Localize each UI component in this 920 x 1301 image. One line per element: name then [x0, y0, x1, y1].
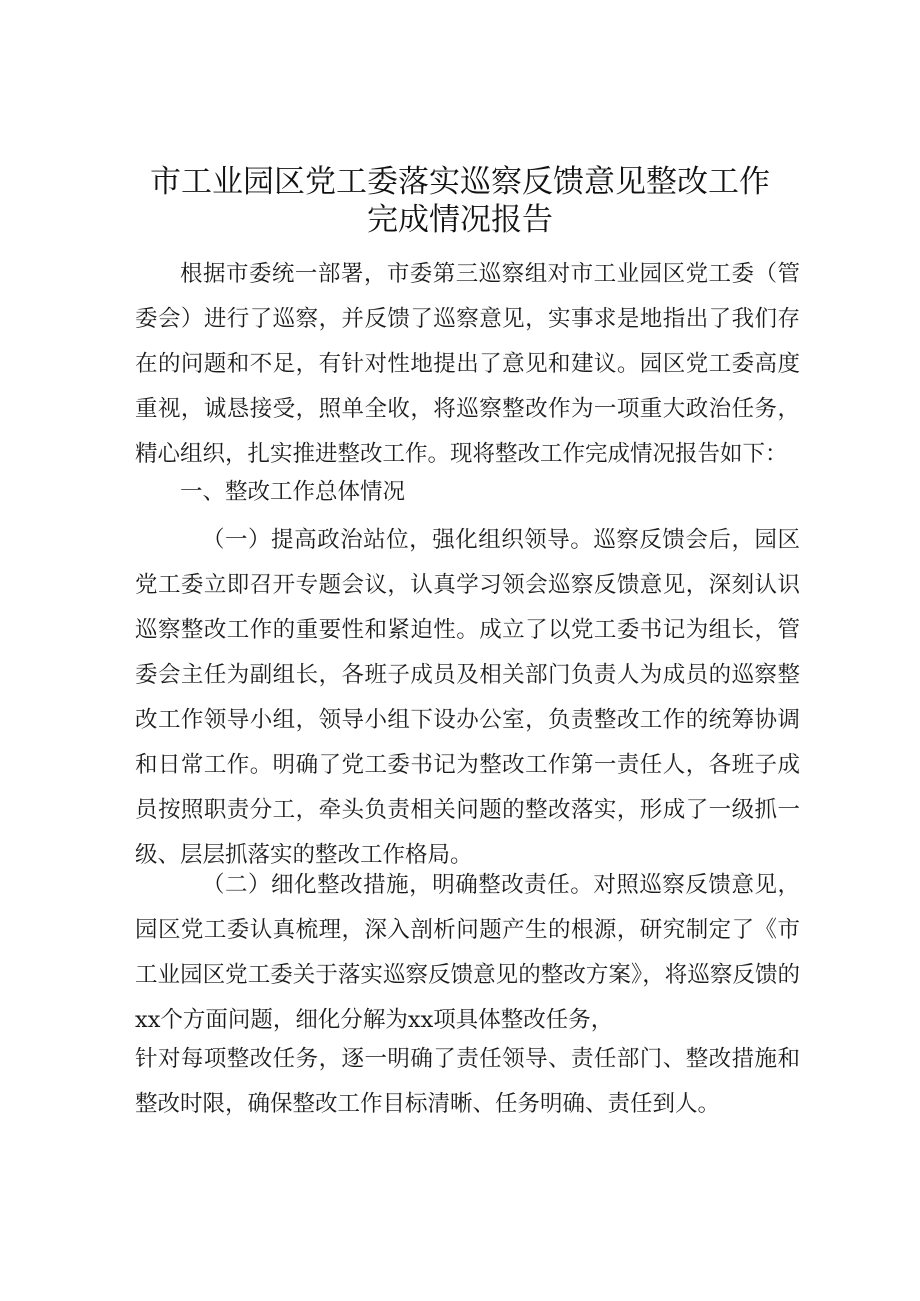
item-2-paragraph: （二）细化整改措施，明确整改责任。对照巡察反馈意见，园区党工委认真梳理，深入剖析问题产生的根源，研究制定了《市工业园区党工委关于落实巡察反馈意见的整改方案》，将巡察反馈的xx个方面问题，细化分解为xx项具体整改任务，: [135, 872, 800, 1033]
intro-paragraph: 根据市委统一部署，市委第三巡察组对市工业园区党工委（管委会）进行了巡察，并反馈了巡察意见，实事求是地指出了我们存在的问题和不足，有针对性地提出了意见和建议。园区党工委高度重视，诚恳接受，照单全收，将巡察整改作为一项重大政治任务，精心组织，扎实推进整改工作。现将整改工作完成情况报告如下：: [135, 261, 800, 467]
document-title-line-2: 完成情况报告: [367, 202, 553, 238]
item-2-continued-paragraph: 针对每项整改任务，逐一明确了责任领导、责任部门、整改措施和整改时限，确保整改工作目标清晰、任务明确、责任到人。: [135, 1046, 800, 1117]
item-1-paragraph: （一）提高政治站位，强化组织领导。巡察反馈会后，园区党工委立即召开专题会议，认真学习领会巡察反馈意见，深刻认识巡察整改工作的重要性和紧迫性。成立了以党工委书记为组长，管委会主任为副组长，各班子成员及相关部门负责人为成员的巡察整改工作领导小组，领导小组下设办公室，负责整改工作的统筹协调和日常工作。明确了党工委书记为整改工作第一责任人，各班子成员按照职责分工，牵头负责相关问题的整改落实，形成了一级抓一级、层层抓落实的整改工作格局。: [135, 527, 800, 868]
document-title-line-1: 市工业园区党工委落实巡察反馈意见整改工作: [150, 164, 770, 200]
section-heading-1: 一、整改工作总体情况: [180, 479, 406, 505]
